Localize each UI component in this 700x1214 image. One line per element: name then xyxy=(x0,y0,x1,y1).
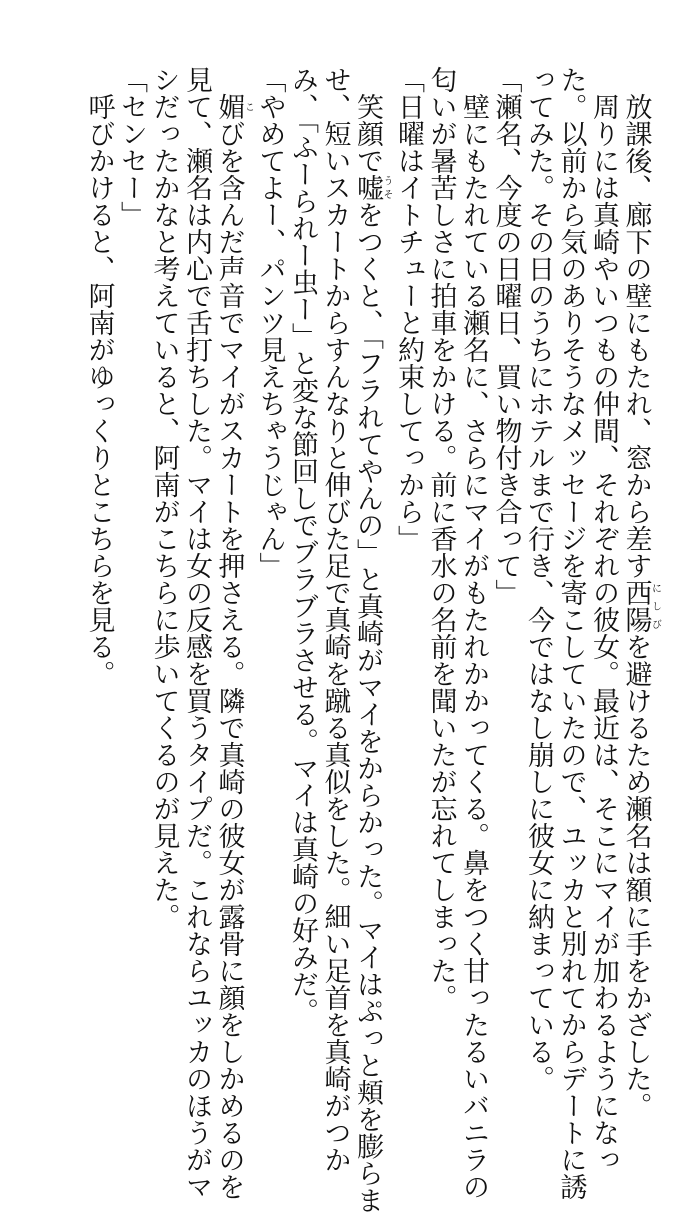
ruby-ko: 媚こ xyxy=(213,93,254,120)
text-line-1: 放課後、廊下の壁にもたれ、窓から差す西陽にしびを避けるため瀬名は額に手をかざした。 xyxy=(620,93,661,1119)
dialogue-line-8: 「日曜はイトチューと約束してっから」 xyxy=(393,66,424,552)
ruby-nishibi: 西陽にしび xyxy=(620,579,661,633)
text-line-9: 笑顔で嘘うそをつくと、「フラれてやんの」と真崎がマイをからかった。マイはぷっと頬を膨らま xyxy=(352,93,392,1214)
text-line-13: 媚こびを含んだ声音でマイがスカートを押さえる。隣で真崎の彼女が露骨に顔をしかめるのを xyxy=(213,93,254,1200)
text-line-4: ってみた。その日のうちにホテルまで行き、今ではなし崩しに彼女に納まっている。 xyxy=(523,66,554,1092)
text-line-3: た。以前から気のありそうなメッセージを寄こしていたので、ユッカと別れてからデートに誘 xyxy=(555,66,587,1200)
dialogue-line-12: 「やめてよー、パンツ見えちゃうじゃん」 xyxy=(254,66,286,579)
text-line-6: 壁にもたれている瀬名に、さらにマイがもたれかかってくる。鼻をつく甘ったるいバニラの xyxy=(458,93,489,1200)
text-line-7: 匂いが暑苦しさに拍車をかける。前に香水の名前を聞いたが忘れてしまった。 xyxy=(425,66,457,1011)
dialogue-line-5: 「瀬名、今度の日曜日、買い物付き合って」 xyxy=(490,66,522,606)
dialogue-line-16: 「センセー」 xyxy=(116,66,147,228)
text-line-10: せ、短いスカートからすんなりと伸びた足で真崎を蹴る真似をした。細い足首を真崎がつか xyxy=(319,66,351,1173)
ruby-uso: 嘘うそ xyxy=(352,174,392,201)
text-line-2: 周りには真崎やいつもの仲間、それぞれの彼女。最近は、そこにマイが加わるようになっ xyxy=(588,93,619,1173)
text-line-11: み、「ふーられー虫ー」と変な節回しでブラブラさせる。マイは真崎の好みだ。 xyxy=(287,66,318,1025)
text-line-15: シだったかなと考えていると、阿南がこちらに歩いてくるのが見えた。 xyxy=(148,66,180,930)
vertical-text-body xyxy=(82,66,661,1214)
text-line-14: 見て、瀬名は内心で舌打ちした。マイは女の反感を買うタイプだ。これならユッカのほうがマ xyxy=(181,66,212,1200)
text-line-17: 呼びかけると、阿南がゆっくりとこちらを見る。 xyxy=(83,93,115,687)
